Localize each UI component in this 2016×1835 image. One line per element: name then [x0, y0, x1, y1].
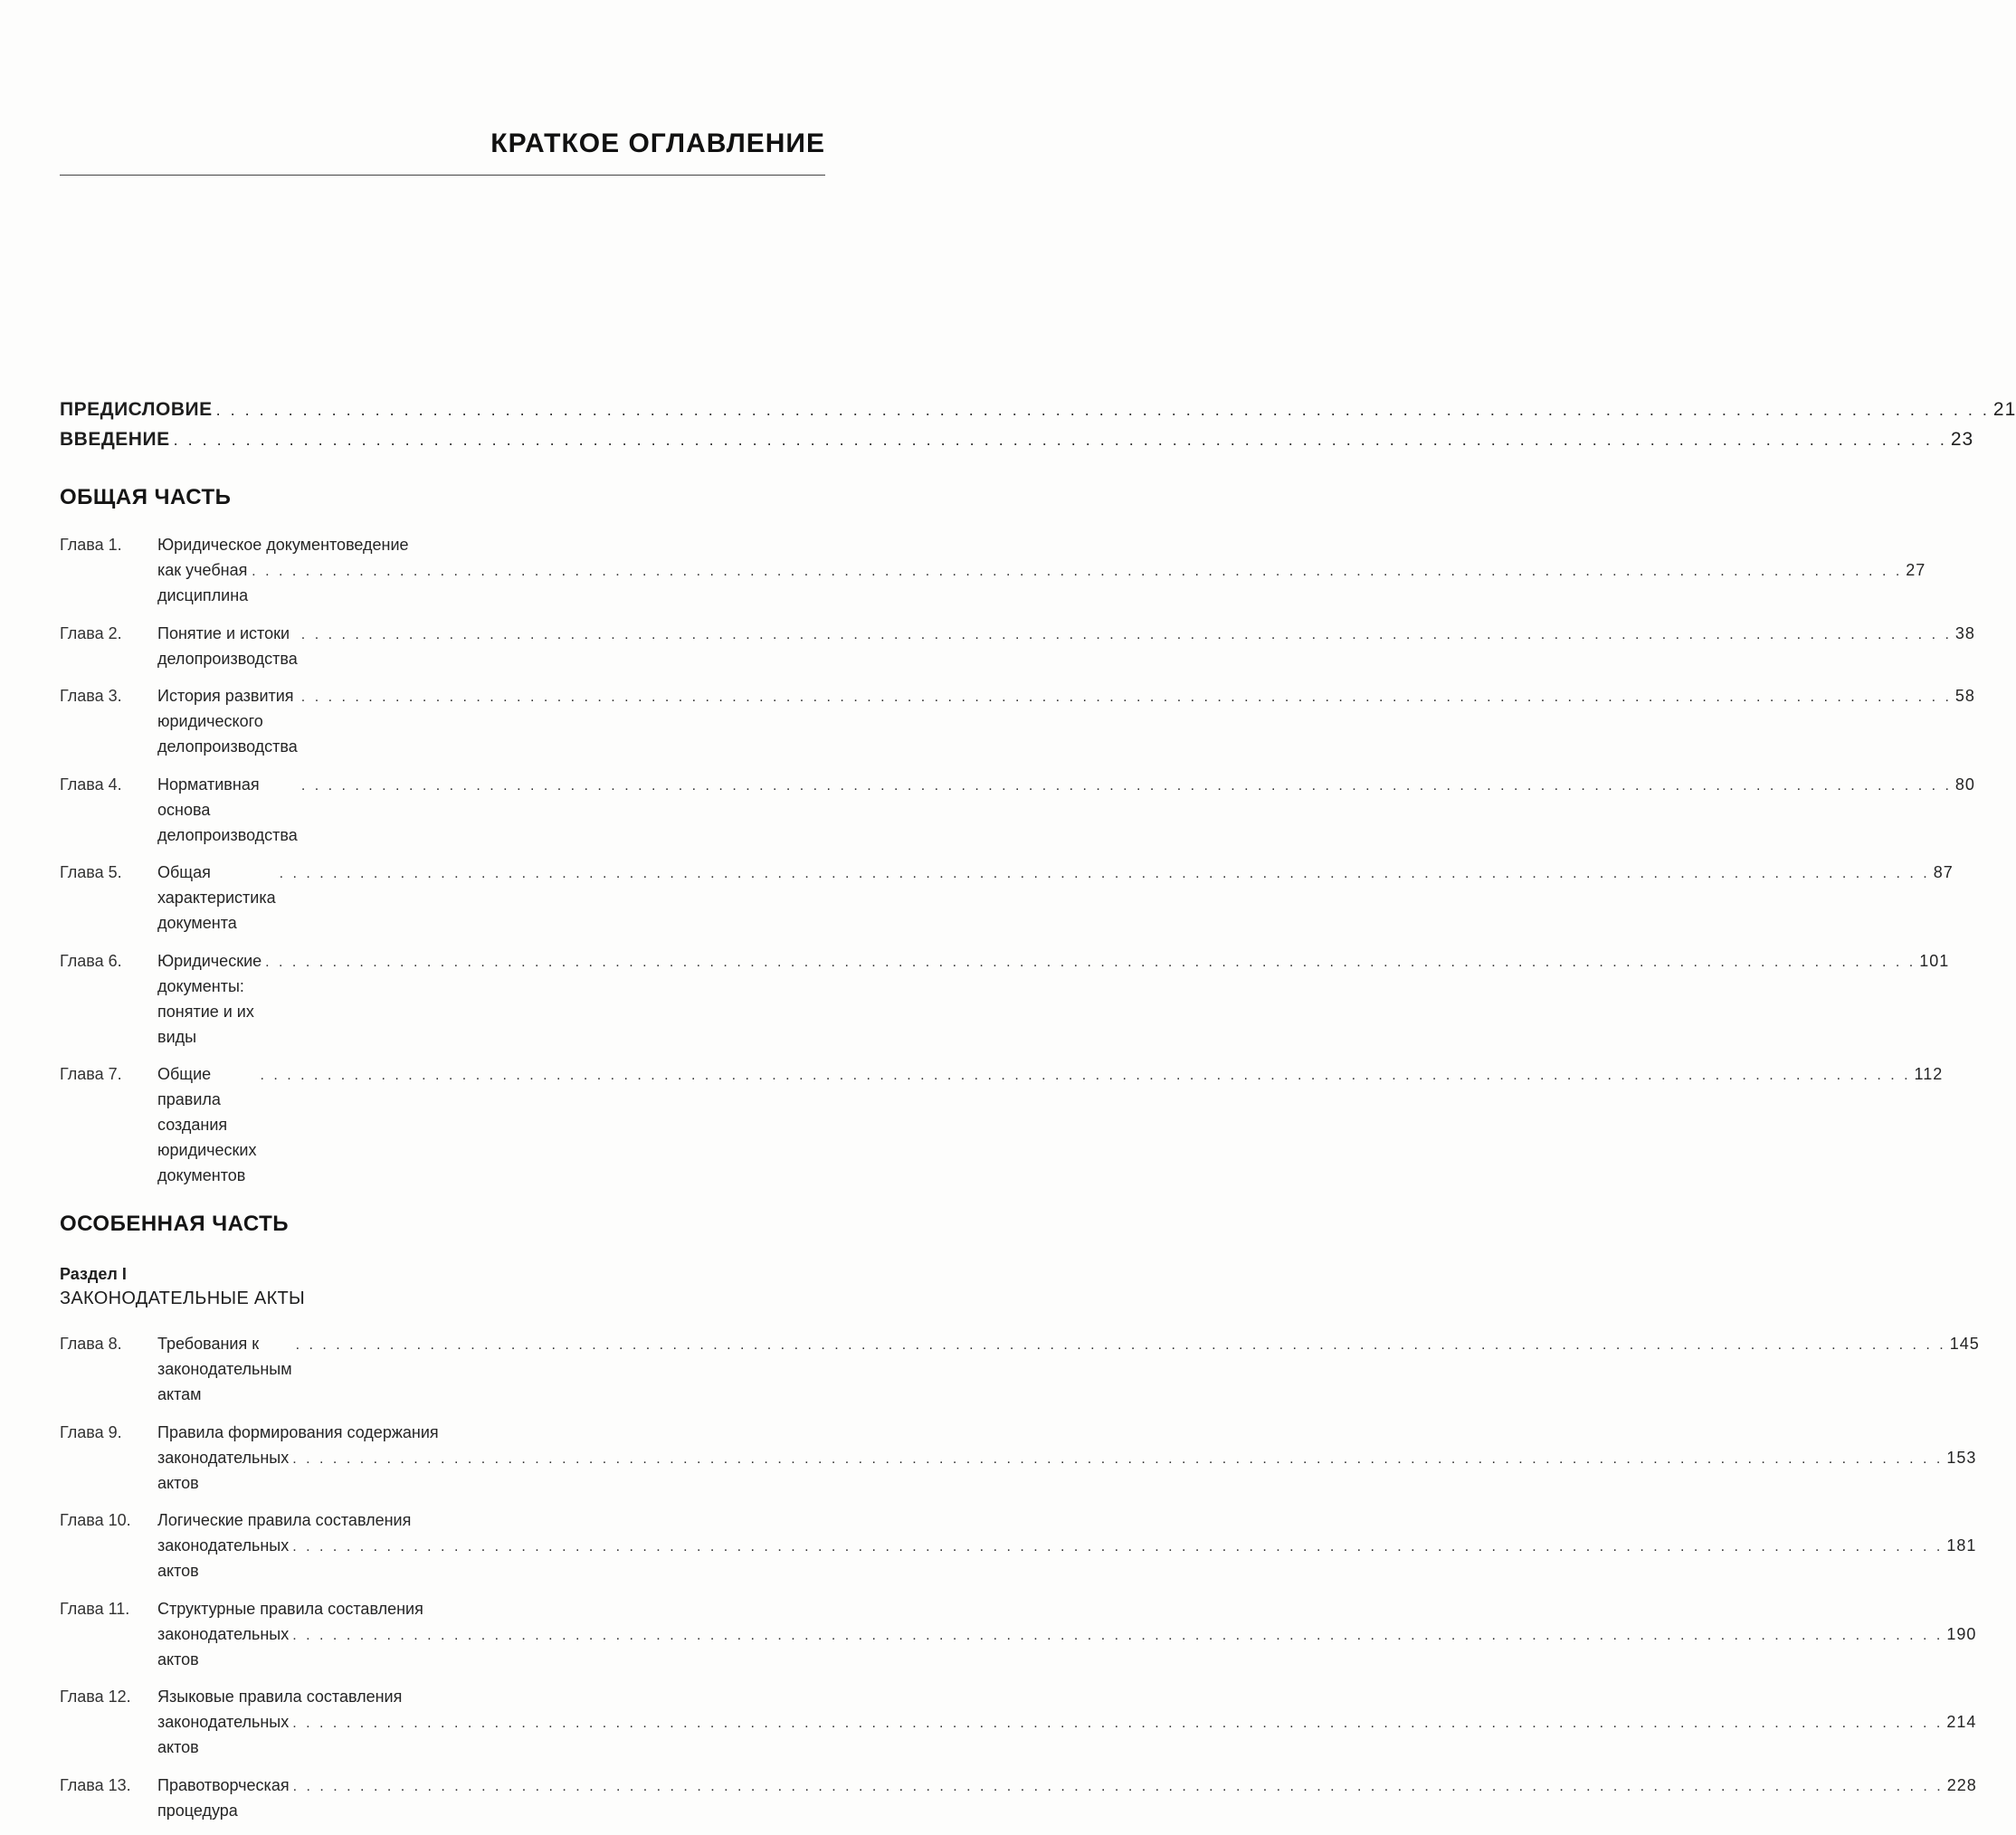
toc-chapter-entry[interactable]: [60, 1684, 1977, 1760]
chapter-body: [157, 621, 1975, 671]
page-number: 38: [1954, 623, 1975, 642]
page-number: 21: [1992, 399, 2016, 420]
toc-chapter-entry[interactable]: [60, 860, 1954, 936]
chapter-title-line: [157, 683, 1975, 759]
chapter-title: Структурные правила составления: [157, 1599, 423, 1618]
entry-label: ВВЕДЕНИЕ: [60, 429, 170, 450]
chapter-body: [157, 1331, 1980, 1407]
chapter-title-line: [157, 948, 1949, 1050]
chapter-title: Общая характеристика документа: [157, 863, 276, 932]
chapter-title: законодательных актов: [157, 1448, 290, 1492]
chapter-title-line: [157, 1445, 1976, 1496]
chapter-body: [157, 532, 1926, 608]
leader-dots: [280, 861, 1930, 887]
chapter-title: Языковые правила составления: [157, 1688, 403, 1706]
chapter-title-line: [157, 1061, 1943, 1188]
page-title: КРАТКОЕ ОГЛАВЛЕНИЕ: [490, 128, 825, 158]
chapter-title: Нормативная основа делопроизводства: [157, 775, 298, 844]
chapter-title-line: [157, 1507, 1976, 1533]
leader-dots: [292, 1623, 1943, 1649]
chapter-body: [157, 1061, 1943, 1188]
part-heading-special: ОСОБЕННАЯ ЧАСТЬ: [60, 1212, 289, 1236]
chapter-title-line: [157, 1621, 1976, 1672]
entry-label: ПРЕДИСЛОВИЕ: [60, 399, 213, 420]
chapter-title: Понятие и истоки делопроизводства: [157, 623, 298, 668]
chapter-body: [157, 683, 1975, 759]
chapter-title: законодательных актов: [157, 1713, 290, 1756]
leader-dots: [292, 1711, 1943, 1736]
toc-chapter-entry[interactable]: [60, 948, 1950, 1050]
chapter-body: [157, 948, 1949, 1050]
chapter-number: Глава 4.: [60, 775, 122, 794]
chapter-title-line: [157, 557, 1926, 608]
toc-chapter-entry[interactable]: [60, 621, 1975, 671]
page-number: 228: [1946, 1775, 1977, 1794]
chapter-title: Правила формирования содержания: [157, 1422, 439, 1441]
section-title: ЗАКОНОДАТЕЛЬНЫЕ АКТЫ: [60, 1288, 306, 1308]
toc-chapter-entry[interactable]: [60, 532, 1926, 608]
page-number: 214: [1946, 1713, 1977, 1731]
chapter-title-line: [157, 860, 1954, 936]
chapter-title: законодательных актов: [157, 1536, 290, 1580]
leader-dots: [252, 559, 1902, 585]
leader-dots: [301, 774, 1952, 799]
chapter-title: законодательных актов: [157, 1624, 290, 1669]
chapter-title: Общие правила создания юридических документов: [157, 1065, 257, 1184]
page-number: 112: [1914, 1065, 1944, 1083]
chapter-title: Логические правила составления: [157, 1511, 412, 1529]
leader-dots: [265, 950, 1916, 975]
page-number: 27: [1906, 561, 1926, 579]
page-number: 145: [1949, 1335, 1980, 1353]
leader-dots: [292, 1535, 1943, 1560]
leader-dots: [293, 1774, 1944, 1800]
toc-chapter-entry[interactable]: [60, 683, 1975, 759]
chapter-list-special: [60, 1331, 1980, 1823]
chapter-number: Глава 10.: [60, 1511, 131, 1529]
page-number: 181: [1946, 1536, 1977, 1555]
toc-entry-introduction[interactable]: [60, 424, 1974, 454]
chapter-body: [157, 860, 1954, 936]
chapter-number: Глава 12.: [60, 1688, 131, 1706]
part-heading-general: ОБЩАЯ ЧАСТЬ: [60, 485, 232, 509]
toc-chapter-entry[interactable]: [60, 1061, 1944, 1188]
toc-chapter-entry[interactable]: [60, 1420, 1977, 1496]
chapter-title-line: [157, 1684, 1976, 1709]
chapter-number: Глава 8.: [60, 1335, 122, 1353]
table-of-contents: [60, 395, 2016, 1835]
page-number: 87: [1933, 863, 1954, 881]
page-number: 80: [1954, 775, 1975, 794]
chapter-title-line: [157, 621, 1975, 671]
chapter-title: История развития юридического делопроизводства: [157, 687, 298, 756]
toc-chapter-entry[interactable]: [60, 1596, 1977, 1672]
chapter-body: [157, 1420, 1976, 1496]
chapter-title-line: [157, 1420, 1976, 1445]
chapter-title-line: [157, 1596, 1976, 1621]
leader-dots: [292, 1447, 1943, 1472]
chapter-number: Глава 2.: [60, 623, 122, 642]
chapter-body: [157, 1773, 1977, 1823]
toc-entry-preface[interactable]: [60, 395, 2016, 424]
leader-dots: [174, 425, 1947, 455]
title-divider: [60, 175, 825, 176]
leader-dots: [301, 685, 1952, 710]
chapter-number: Глава 3.: [60, 687, 122, 705]
page-number: 153: [1946, 1448, 1977, 1467]
leader-dots: [296, 1333, 1946, 1358]
chapter-title-line: [157, 1773, 1977, 1823]
leader-dots: [216, 395, 1990, 425]
chapter-title-line: [157, 532, 1926, 557]
leader-dots: [301, 623, 1952, 648]
chapter-body: [157, 1684, 1976, 1760]
chapter-title-line: [157, 772, 1975, 848]
chapter-title: Юридические документы: понятие и их виды: [157, 951, 262, 1046]
chapter-title: как учебная дисциплина: [157, 561, 249, 604]
chapter-title-line: [157, 1331, 1980, 1407]
chapter-number: Глава 5.: [60, 863, 122, 881]
toc-chapter-entry[interactable]: [60, 1331, 1980, 1407]
chapter-title-line: [157, 1533, 1976, 1583]
chapter-number: Глава 6.: [60, 951, 122, 970]
chapter-title: Правотворческая процедура: [157, 1775, 290, 1820]
leader-dots: [260, 1063, 1910, 1089]
chapter-number: Глава 11.: [60, 1599, 130, 1618]
chapter-title: Требования к законодательным актам: [157, 1335, 292, 1403]
chapter-number: Глава 7.: [60, 1065, 122, 1083]
chapter-list-general: [60, 532, 1975, 1188]
chapter-title-line: [157, 1709, 1976, 1760]
chapter-body: [157, 1507, 1976, 1583]
chapter-title: Юридическое документоведение: [157, 536, 409, 554]
chapter-number: Глава 9.: [60, 1422, 122, 1441]
chapter-number: Глава 13.: [60, 1775, 131, 1794]
chapter-body: [157, 772, 1975, 848]
chapter-body: [157, 1596, 1976, 1672]
page-number: 58: [1954, 687, 1975, 705]
toc-chapter-entry[interactable]: [60, 1507, 1977, 1583]
page-number: 190: [1946, 1624, 1977, 1643]
section-label: Раздел I: [60, 1265, 127, 1283]
toc-chapter-entry[interactable]: [60, 772, 1975, 848]
page-number: 101: [1919, 951, 1950, 970]
chapter-number: Глава 1.: [60, 536, 122, 554]
page-number: 23: [1950, 429, 1974, 450]
toc-chapter-entry[interactable]: [60, 1773, 1977, 1823]
